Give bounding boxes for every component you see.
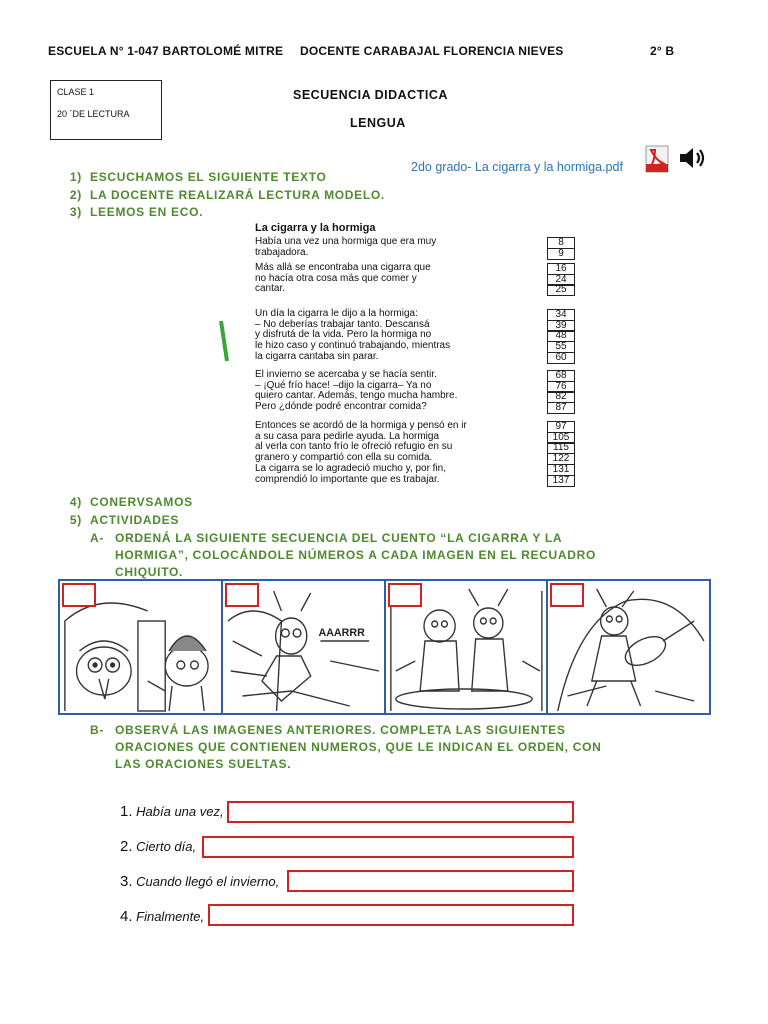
word-count: 105 (547, 432, 575, 444)
speaker-icon[interactable] (678, 146, 708, 170)
page-title: SECUENCIA DIDACTICA (293, 88, 448, 102)
activity-a-line-1: ORDENÁ LA SIGUIENTE SECUENCIA DEL CUENTO “LA CIGARRA Y LA (115, 531, 563, 545)
story-line: le hizo caso y continuó trabajando, mientras (255, 340, 451, 352)
word-count: 122 (547, 453, 575, 465)
pdf-icon[interactable] (643, 144, 671, 174)
story-line: Más allá se encontraba una cigarra que (255, 261, 431, 273)
panel-4 (548, 581, 709, 713)
story-line: – ¡Qué frío hace! –dijo la cigarra– Ya no (255, 379, 432, 391)
word-count: 9 (547, 248, 575, 260)
word-count: 25 (547, 284, 575, 296)
panel-2-sound: AAARRR (318, 626, 365, 640)
panel-1 (60, 581, 223, 713)
panel-2 (223, 581, 386, 713)
sentence-1: 1. Había una vez, (120, 803, 224, 820)
activity-b-line-1: OBSERVÁ LAS IMAGENES ANTERIORES. COMPLETA LAS SIGUIENTES (115, 723, 566, 737)
sentence-2: 2. Cierto día, (120, 838, 197, 855)
class-number: CLASE 1 (57, 87, 95, 97)
story-line: granero y compartió con ella su comida. (255, 452, 433, 464)
order-box-2[interactable] (225, 583, 259, 607)
story-line: no hacía otra cosa más que comer y (255, 272, 417, 284)
story-text (255, 223, 575, 507)
green-mark (219, 320, 229, 362)
word-count: 60 (547, 352, 575, 364)
word-count: 115 (547, 442, 575, 454)
story-line: El invierno se acercaba y se hacía sentir. (255, 368, 437, 380)
panel-3 (386, 581, 549, 713)
answer-field-1[interactable] (227, 801, 574, 823)
story-line: trabajadora. (255, 246, 309, 258)
step-3: 3) LEEMOS EN ECO. (69, 205, 204, 219)
answer-field-2[interactable] (202, 836, 574, 858)
activity-a-label: A- (90, 531, 105, 545)
sentence-3: 3. Cuando llegó el invierno, (120, 873, 280, 890)
order-box-4[interactable] (550, 583, 584, 607)
step-4: 4) CONERVSAMOS (69, 495, 193, 509)
story-line: Entonces se acordó de la hormiga y pensó en ir (255, 419, 467, 431)
story-line: La cigarra se lo agradeció mucho y, por fin, (255, 462, 447, 474)
story-line: al verla con tanto frío le ofreció refugio en su (255, 441, 453, 453)
answer-field-4[interactable] (208, 904, 574, 926)
word-count: 97 (547, 421, 575, 433)
activity-a-line-2: HORMIGA”, COLOCÁNDOLE NÚMEROS A CADA IMAGEN EN EL RECUADRO (115, 548, 597, 562)
grade: 2° B (650, 44, 675, 58)
word-count: 87 (547, 402, 575, 414)
story-title: La cigarra y la hormiga (255, 222, 376, 234)
school-name: ESCUELA N° 1-047 BARTOLOMÉ MITRE (48, 44, 284, 58)
story-line: Pero ¿dónde podré encontrar comida? (255, 401, 427, 413)
class-subtitle: 20 ´DE LECTURA (57, 109, 130, 119)
subject-title: LENGUA (350, 116, 406, 130)
comic-strip (58, 579, 711, 715)
word-count: 24 (547, 274, 575, 286)
step-2: 2) LA DOCENTE REALIZARÁ LECTURA MODELO. (69, 188, 385, 202)
story-line: – No deberías trabajar tanto. Descansá (255, 318, 430, 330)
story-line: cantar. (255, 283, 286, 295)
word-count: 76 (547, 381, 575, 393)
word-count: 55 (547, 341, 575, 353)
teacher-name: DOCENTE CARABAJAL FLORENCIA NIEVES (300, 44, 564, 58)
word-count: 34 (547, 309, 575, 321)
activity-b-line-3: LAS ORACIONES SUELTAS. (115, 757, 292, 771)
word-count: 68 (547, 370, 575, 382)
activity-b-label: B- (90, 723, 105, 737)
story-line: a su casa para pedirle ayuda. La hormiga (255, 430, 440, 442)
pdf-link[interactable]: 2do grado- La cigarra y la hormiga.pdf (411, 160, 623, 174)
story-line: quiero cantar. Además, tengo mucha hambre. (255, 390, 458, 402)
activity-b-line-2: ORACIONES QUE CONTIENEN NUMEROS, QUE LE INDICAN EL ORDEN, CON (115, 740, 602, 754)
order-box-1[interactable] (62, 583, 96, 607)
word-count: 48 (547, 330, 575, 342)
sentence-4: 4. Finalmente, (120, 908, 205, 925)
word-count: 8 (547, 237, 575, 249)
word-count: 131 (547, 464, 575, 476)
activity-a-line-3: CHIQUITO. (115, 565, 184, 579)
class-box (50, 80, 162, 140)
answer-field-3[interactable] (287, 870, 574, 892)
story-line: y disfrutá de la vida. Pero la hormiga no (255, 329, 432, 341)
order-box-3[interactable] (388, 583, 422, 607)
story-line: Había una vez una hormiga que era muy (255, 235, 437, 247)
word-count: 39 (547, 320, 575, 332)
word-count: 137 (547, 475, 575, 487)
story-line: la cigarra cantaba sin parar. (255, 350, 379, 362)
story-line: comprendió lo importante que es trabajar. (255, 473, 440, 485)
story-line: Un día la cigarra le dijo a la hormiga: (255, 307, 418, 319)
word-count: 16 (547, 263, 575, 275)
step-5: 5) ACTIVIDADES (69, 513, 180, 527)
word-count: 82 (547, 391, 575, 403)
step-1: 1) ESCUCHAMOS EL SIGUIENTE TEXTO (69, 170, 327, 184)
